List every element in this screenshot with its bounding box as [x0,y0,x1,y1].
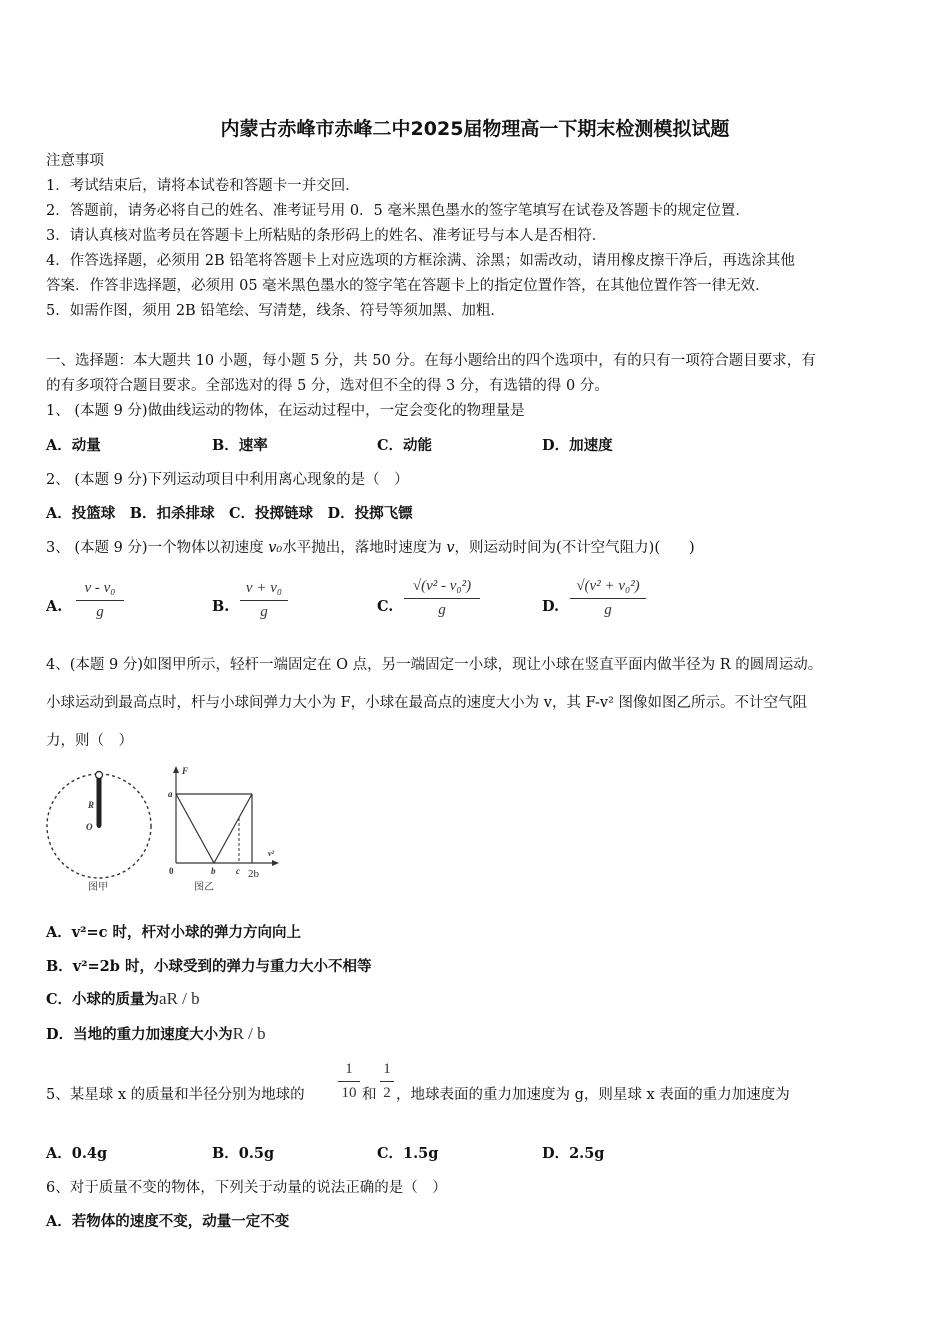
label-f: F [182,766,189,776]
label-r: R [88,800,95,810]
q4-option-c: C．小球的质量为aR / b [46,989,200,1008]
q5-stem-b: ，地球表面的重力加速度为 g，则星球 x 表面的重力加速度为 [396,1087,790,1103]
q4-option-c-expr: aR / b [159,989,200,1008]
label-v2: v² [268,849,274,858]
label-b: b [211,866,216,876]
line-ascend [214,794,252,863]
q1-option-a: A．动量 [46,437,101,454]
label-a: a [168,789,173,799]
q6-stem: 6、对于质量不变的物体，下列关于动量的说法正确的是（ ） [46,1180,447,1196]
q1-option-d: D．加速度 [542,437,613,454]
q3-option-d-formula: √(v² + v₀²) g [570,578,646,619]
q1-option-c: C．动能 [377,437,433,454]
q2-options: A．投篮球 B．扣杀排球 C．投掷链球 D．投掷飞镖 [46,505,413,522]
fig-caption-left: 图甲 [88,882,108,893]
pivot-o [97,824,101,828]
q5-fraction-1: 1 10 [338,1061,360,1102]
q3-option-d-label: D. [542,598,560,615]
q3-option-a-label: A. [46,598,63,615]
q5-stem-and: 和 [362,1087,377,1103]
q1-stem: 1、 (本题 9 分)做曲线运动的物体，在运动过程中，一定会变化的物理量是 [46,403,525,419]
section-intro-1: 一、选择题：本大题共 10 小题，每小题 5 分，共 50 分。在每小题给出的四个选项中，有的只有一项符合题目要求，有 [46,353,816,369]
q3-option-c-label: C. [377,598,394,615]
notice-item-3: 3．请认真核对监考员在答题卡上所粘贴的条形码上的姓名、准考证号与本人是否相符． [46,228,607,244]
notice-item-5: 5．如需作图，须用 2B 铅笔绘、写清楚，线条、符号等须加黑、加粗． [46,303,505,319]
q3-option-c-formula: √(v² - v₀²) g [404,578,480,619]
notice-heading: 注意事项 [46,153,104,169]
section-intro-2: 的有多项符合题目要求。全部选对的得 5 分，选对但不全的得 3 分，有选错的得 0 分。 [46,378,609,394]
q3-v-symbol: v [446,540,455,556]
q3-v0-symbol: v₀ [268,540,283,556]
label-c: c [236,866,240,876]
q4-stem-line2: 小球运动到最高点时，杆与小球间弹力大小为 F，小球在最高点的速度大小为 v，其 F-v² 图像如图乙所示。不计空气阻 [46,695,807,711]
q5-option-a: A．0.4g [46,1145,108,1162]
notice-item-4: 4．作答选择题，必须用 2B 铅笔将答题卡上对应选项的方框涂满、涂黑；如需改动，请用橡皮擦干净后，再选涂其他 [46,253,795,269]
notice-item-4-cont: 答案．作答非选择题，必须用 05 毫米黑色墨水的签字笔在答题卡上的指定位置作答，在其他位置作答一律无效． [46,278,770,294]
q4-option-a: A．v²=c 时，杆对小球的弹力方向向上 [46,924,302,941]
q2-stem: 2、 (本题 9 分)下列运动项目中利用离心现象的是（ ） [46,472,409,488]
line-descend [176,794,214,863]
q4-option-d-expr: R / b [232,1024,266,1043]
q4-stem-line1: 4、(本题 9 分)如图甲所示，轻杆一端固定在 O 点，另一端固定一小球，现让小球在竖直平面内做半径为 R 的圆周运动。 [46,657,823,673]
q4-stem-line3: 力，则（ ） [46,733,133,749]
q3-option-b-formula: v + v₀ g [240,580,288,621]
q3-option-b-label: B. [212,598,230,615]
q5-option-d: D．2.5g [542,1145,605,1162]
label-zero: 0 [169,866,174,876]
fig-caption-right: 图乙 [194,882,214,893]
q4-figure [44,760,294,900]
q1-option-b: B．速率 [212,437,268,454]
page-title: 内蒙古赤峰市赤峰二中2025届物理高一下期末检测模拟试题 [220,118,730,140]
q5-option-c: C．1.5g [377,1145,439,1162]
q5-stem-a: 5、某星球 x 的质量和半径分别为地球的 [46,1087,305,1103]
label-o: O [86,822,93,832]
q4-option-b: B．v²=2b 时，小球受到的弹力与重力大小不相等 [46,958,372,975]
ball [96,772,103,779]
notice-item-1: 1．考试结束后，请将本试卷和答题卡一并交回． [46,178,360,194]
q6-option-a: A．若物体的速度不变，动量一定不变 [46,1213,290,1230]
q3-stem: 3、 (本题 9 分)一个物体以初速度 v₀水平抛出，落地时速度为 v，则运动时间为(不计空气阻力)( ) [46,540,695,556]
q4-option-d: D．当地的重力加速度大小为R / b [46,1024,266,1043]
notice-item-2: 2．答题前，请务必将自己的姓名、准考证号用 0．5 毫米黑色墨水的签字笔填写在试卷及答题卡的规定位置． [46,203,750,219]
label-2b: 2b [248,868,259,880]
q5-option-b: B．0.5g [212,1145,275,1162]
q3-option-a-formula: v - v₀ g [76,580,124,621]
q5-fraction-2: 1 2 [380,1061,394,1102]
